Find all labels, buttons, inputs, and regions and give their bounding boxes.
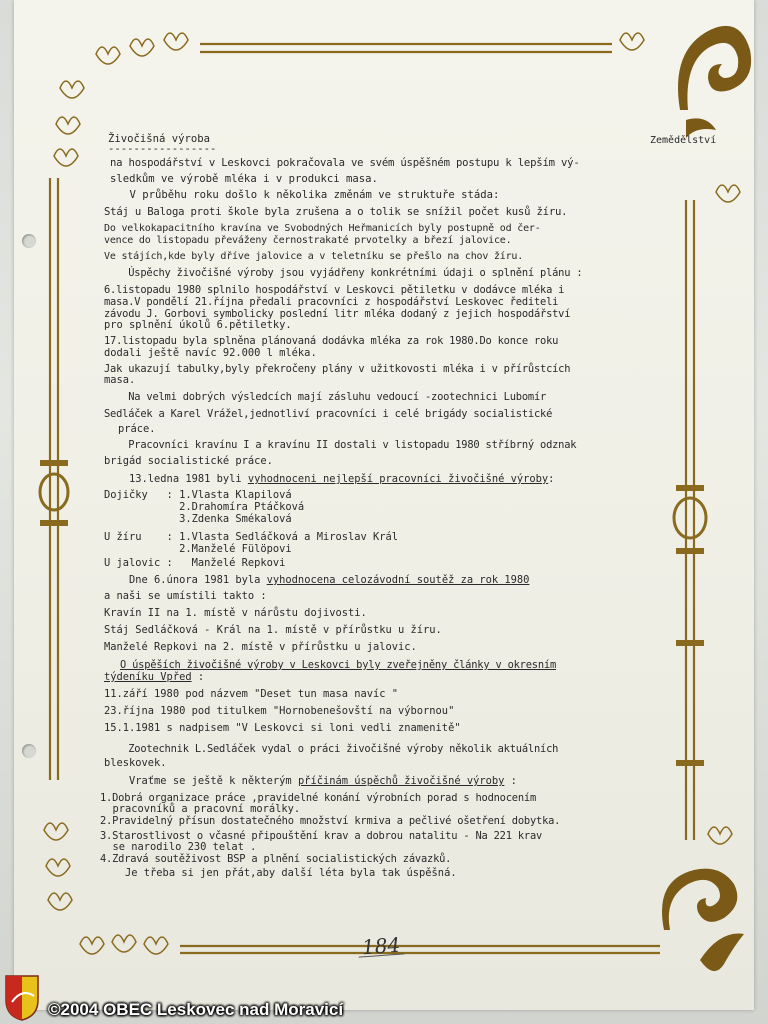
title-rule: ----------------- [108,143,217,155]
text-line: 3.Zdenka Smékalová [104,513,292,525]
underlined-heading: týdeníku Vpřed [104,671,192,683]
underlined-heading: vyhodnoceni nejlepší pracovníci živočišné výroby [247,473,549,485]
text-fragment: Vraťme se ještě k některým [104,775,298,787]
text-line: 17.listopadu byla splněna plánovaná dodávka mléka za rok 1980.Do konce roku [104,335,559,347]
handwritten-page-number: 184 [361,932,401,960]
section-tag: Zemědělství [650,135,717,146]
text-line: 2.Manželé Fülöpovi [104,543,292,555]
text-line: 15.1.1981 s nadpisem "V Leskovci si loni vedli znamenitě" [104,722,461,734]
text-line: na hospodářství v Leskovci pokračovala ve svém úspěšném postupu k lepším vý- [110,157,580,169]
text-fragment: : [191,671,205,683]
text-line [104,573,529,587]
text-line: se narodilo 230 telat . [100,841,257,853]
text-line: pracovníků a pracovní morálky. [100,803,301,815]
text-line: 4.Zdravá soutěživost BSP a plnění socialistických závazků. [100,853,452,865]
text-line: brigád socialistické práce. [104,455,273,467]
text-line: pro splnění úkolů 6.pětiletky. [104,319,292,331]
text-line [104,670,204,684]
text-line: Do velkokapacitního kravína ve Svobodných Heřmanicích byly postupně od čer- [104,223,541,234]
text-line: Jak ukazují tabulky,byly překročeny plány v užitkovosti mléka i v přírůstcích [104,363,571,375]
text-line: 1.Dobrá organizace práce ,pravidelné konání výrobních porad s hodnocením [100,792,537,804]
text-line: U jalovic : Manželé Repkovi [104,557,286,569]
text-line [104,774,517,788]
coat-of-arms-icon [2,972,42,1022]
text-line: 23.října 1980 pod titulkem "Hornobenešovští na výbornou" [104,705,455,717]
text-line: Na velmi dobrých výsledcích mají zásluhu vedoucí -zootechnici Lubomír [104,391,547,403]
text-line: dodali ještě navíc 92.000 l mléka. [104,347,317,359]
text-line: Sedláček a Karel Vrážel,jednotliví pracovníci i celé brigády socialistické [104,408,553,420]
document-title: Živočišná výroba [108,133,211,145]
text-line: Zootechnik L.Sedláček vydal o práci živočišné výroby několik aktuálních [104,743,559,755]
text-line: sledkům ve výrobě mléka i v produkci masa. [110,173,378,185]
text-line: Kravín II na 1. místě v nárůstu dojivosti. [104,607,367,619]
text-line [104,472,554,486]
text-line: a naši se umístili takto : [104,590,267,602]
copyright-footer: ©2004 OBEC Leskovec nad Moravicí [48,1000,344,1019]
text-line: masa.V pondělí 21.října předali pracovníci z hospodářství Leskovec řediteli [104,296,559,308]
text-fragment: : [548,473,555,485]
underlined-heading: příčinám úspěchů živočišné výroby [297,775,505,787]
text-line: V průběhu roku došlo k několika změnám ve struktuře stáda: [104,189,500,201]
text-line: 3.Starostlivost o včasné připouštění krav a dobrou natalitu - Na 221 krav [100,830,543,842]
text-line: Manželé Repkovi na 2. místě v přírůstku u jalovic. [104,641,417,653]
text-line: závodu J. Gorbovi symbolicky poslední litr mléka dodaný z jejich hospodářství [104,308,571,320]
text-line: 2.Drahomíra Ptáčková [104,501,305,513]
text-fragment: Dne 6.února 1981 byla [104,574,267,586]
text-line: 11.září 1980 pod názvem "Deset tun masa navíc " [104,688,399,700]
text-line: 6.listopadu 1980 splnilo hospodářství v Leskovci pětiletku v dodávce mléka i [104,284,565,296]
text-fragment: 13.ledna 1981 byli [104,473,248,485]
text-line: práce. [118,423,156,435]
underlined-heading: O úspěších živočišné výroby v Leskovci byly zveřejněny články v okresním [120,659,557,671]
text-line: masa. [104,374,136,386]
text-line: Pracovníci kravínu I a kravínu II dostali v listopadu 1980 stříbrný odznak [104,439,577,451]
underlined-heading: vyhodnocena celozávodní soutěž za rok 1980 [266,574,530,586]
text-line: Stáj Sedláčková - Král na 1. místě v přírůstku u žíru. [104,624,442,636]
text-line: Dojičky : 1.Vlasta Klapilová [104,489,292,501]
text-line: Je třeba si jen přát,aby další léta byla tak úspěšná. [100,867,457,879]
text-line: U žíru : 1.Vlasta Sedláčková a Miroslav Král [104,531,399,543]
text-fragment: : [504,775,517,787]
text-line: Stáj u Baloga proti škole byla zrušena a o tolik se snížil počet kusů žíru. [104,206,568,218]
text-line: Ve stájích,kde byly dříve jalovice a v teletníku se přešlo na chov žíru. [104,251,524,262]
text-line: vence do listopadu převáženy černostrakaté prvotelky a březí jalovice. [104,235,512,246]
text-line: 2.Pravidelný přísun dostatečného množství krmiva a pečlivé ošetření dobytka. [100,815,561,827]
text-line: bleskovek. [104,757,167,769]
text-line: Úspěchy živočišné výroby jsou vyjádřeny konkrétními údaji o splnění plánu : [104,267,583,279]
